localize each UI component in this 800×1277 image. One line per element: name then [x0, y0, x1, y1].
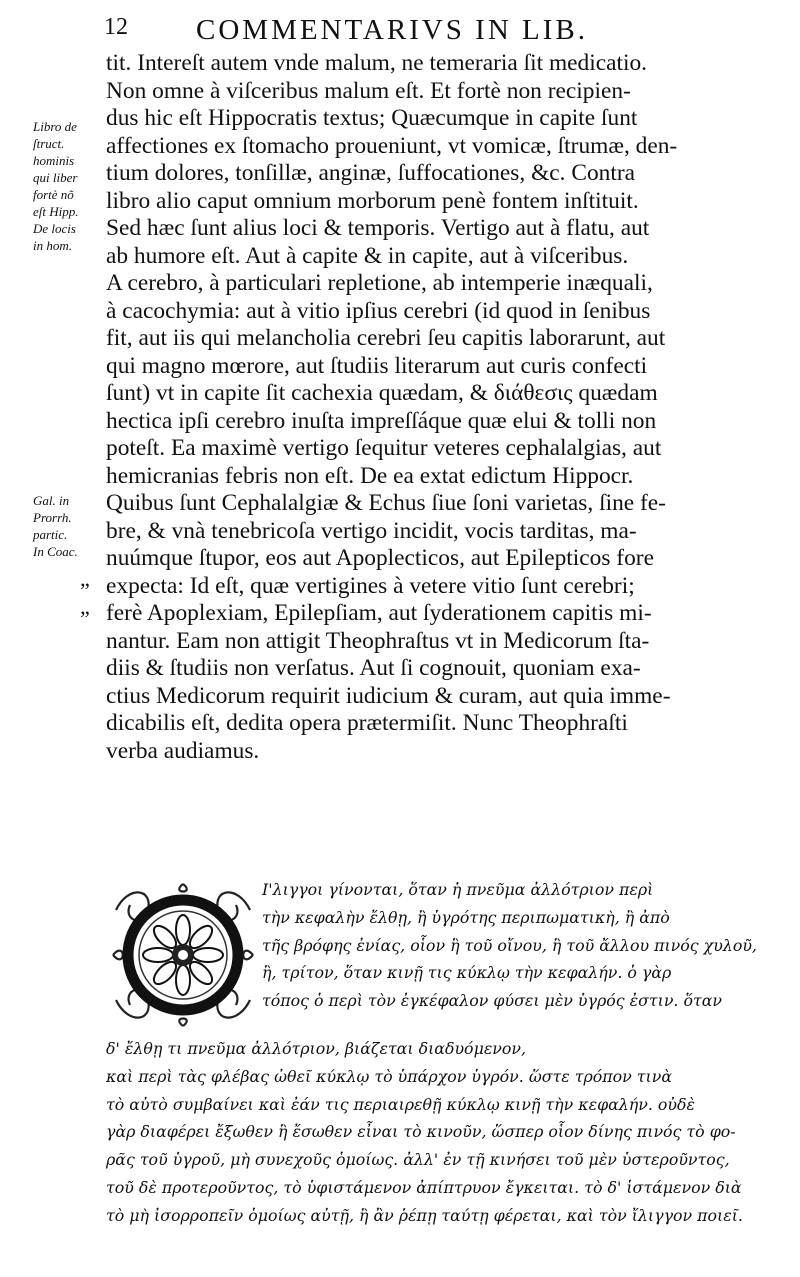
text-line: hectica ipſi cerebro inuſta impreſſáque quæ elui & tolli non: [106, 407, 657, 434]
main-text: [106, 50, 766, 765]
text-line: ctius Medicorum requirit iudicium & curam, aut quia imme-: [106, 682, 671, 709]
text-line: Non omne à viſceribus malum eſt. Et fortè non recipien-: [106, 77, 631, 104]
margin-note-line: Gal. in: [33, 493, 70, 508]
margin-note-line: partic.: [33, 527, 68, 542]
text-line: poteſt. Ea maximè vertigo ſequitur veteres cephalalgias, aut: [106, 435, 662, 461]
decorated-initial: [108, 880, 258, 1030]
greek-line: Ι'λιγγοι γίνονται, ὅταν ἡ πνεῦμα ἀλλότριον περὶ: [262, 880, 654, 899]
text-line: nuúmque ſtupor, eos aut Apoplecticos, aut Epilepticos fore: [106, 545, 654, 571]
page-number: 12: [104, 14, 128, 40]
text-line: ſunt) vt in capite ſit cachexia quædam, & διάθεσις quædam: [106, 380, 658, 406]
greek-quotation-continued: [106, 1035, 743, 1230]
margin-note-line: eſt Hipp.: [33, 204, 79, 219]
text-line: tit. Intereſt autem vnde malum, ne temeraria ſit medicatio.: [106, 50, 648, 76]
greek-line: δ' ἔλθῃ τι πνεῦμα ἀλλότριον, βιάζεται διαδυόμενον,: [106, 1039, 527, 1058]
text-line: à cacochymia: aut à vitio ipſius cerebri (id quod in ſenibus: [106, 297, 651, 324]
running-title: COMMENTARIVS IN LIB.: [196, 14, 588, 46]
margin-note-line: qui liber: [33, 170, 78, 185]
greek-line: τῆς βρόφης ἐνίας, οἷον ἢ τοῦ οἴνου, ἢ τοῦ ἄλλου πινός χυλοῦ,: [262, 935, 757, 955]
quotation-mark: ”: [80, 606, 90, 631]
text-line: dicabilis eſt, dedita opera prætermiſit. Nunc Theophraſti: [106, 710, 628, 736]
margin-note-line: ſtruct.: [33, 136, 65, 151]
text-line: Quibus ſunt Cephalalgiæ & Echus ſiue ſoni varietas, ſine fe-: [106, 490, 666, 516]
margin-note-line: Libro de: [33, 119, 77, 134]
margin-note-reference: [33, 492, 103, 560]
text-line: diis & ſtudiis non verſatus. Aut ſi cognouit, quoniam exa-: [106, 655, 641, 681]
greek-line: τὴν κεφαλὴν ἔλθῃ, ἢ ὑγρότης περιπωματικὴ, ἢ ἀπὸ: [262, 907, 670, 927]
greek-line: καὶ περὶ τὰς φλέβας ὠθεῖ κύκλῳ τὸ ὑπάρχον ὑγρόν. ὥστε τρόπον τινὰ: [106, 1066, 672, 1086]
quotation-mark: ”: [80, 578, 90, 603]
greek-line: τὸ μὴ ἰσορροπεῖν ὁμοίως αὐτῇ, ἢ ἂν ῥέπῃ ταύτῃ φέρεται, καὶ τὸν ἴλιγγον ποιεῖ.: [106, 1205, 743, 1225]
greek-line: γὰρ διαφέρει ἔξωθεν ἢ ἔσωθεν εἶναι τὸ κινοῦν, ὥσπερ οἷον δίνης πινός τὸ φο-: [106, 1122, 736, 1142]
text-line: Sed hæc ſunt alius loci & temporis. Vertigo aut à flatu, aut: [106, 215, 650, 241]
margin-note-line: Prorrh.: [33, 510, 72, 525]
margin-note-line: In Coac.: [33, 544, 78, 559]
greek-line: ἢ, τρίτον, ὅταν κινῇ τις κύκλῳ τὴν κεφαλήν. ὁ γὰρ: [262, 963, 672, 983]
text-line: expecta: Id eſt, quæ vertigines à vetere vitio ſunt cerebri;: [106, 572, 635, 599]
text-line: dus hic eſt Hippocratis textus; Quæcumque in capite ſunt: [106, 105, 638, 131]
text-line: nantur. Eam non attigit Theophraſtus vt in Medicorum ſta-: [106, 627, 650, 654]
margin-note-reference: [33, 118, 103, 254]
text-line: ferè Apoplexiam, Epilepſiam, aut ſyderationem capitis mi-: [106, 600, 652, 626]
text-line: affectiones ex ſtomacho proueniunt, vt vomicæ, ſtrumæ, den-: [106, 132, 678, 159]
text-line: A cerebro, à particulari repletione, ab intemperie inæquali,: [106, 270, 653, 296]
text-line: tium dolores, tonſillæ, anginæ, ſuffocationes, &c. Contra: [106, 160, 636, 186]
margin-note-line: in hom.: [33, 238, 72, 253]
text-line: hemicranias febris non eſt. De ea extat edictum Hippocr.: [106, 462, 634, 489]
floral-ornament-icon: [108, 880, 258, 1030]
greek-line: ρᾶς τοῦ ὑγροῦ, μὴ συνεχοῦς ὁμοίως. ἀλλ' ἐν τῇ κινήσει τοῦ μὲν ὑστεροῦντος,: [106, 1150, 730, 1170]
text-line: ab humore eſt. Aut à capite & in capite, aut à viſceribus.: [106, 242, 629, 269]
text-line: qui magno mœrore, aut ſtudiis literarum aut curis confecti: [106, 352, 648, 379]
greek-line: τόπος ὁ περὶ τὸν ἐγκέφαλον φύσει μὲν ὑγρός ἐστιν. ὅταν: [262, 991, 722, 1011]
greek-line: τοῦ δὲ προτεροῦντος, τὸ ὑφιστάμενον ἀπίπτρυον ἔγκειται. τὸ δ' ἱστάμενον διὰ: [106, 1177, 742, 1197]
text-line: bre, & vnà tenebricoſa vertigo incidit, vocis tarditas, ma-: [106, 517, 637, 544]
greek-quotation: [262, 876, 762, 1015]
margin-note-line: fortè nõ: [33, 187, 74, 202]
margin-note-line: De locis: [33, 221, 76, 236]
text-line: fit, aut iis qui melancholia cerebri ſeu capitis laborarunt, aut: [106, 325, 666, 351]
margin-note-line: hominis: [33, 153, 75, 168]
text-line: verba audiamus.: [106, 737, 260, 764]
greek-line: τὸ αὐτὸ συμβαίνει καὶ ἐάν τις περιαιρεθῇ κύκλῳ κινῇ τὴν κεφαλήν. οὐδὲ: [106, 1094, 696, 1114]
text-line: libro alio caput omnium morborum penè fontem inſtituit.: [106, 187, 639, 214]
